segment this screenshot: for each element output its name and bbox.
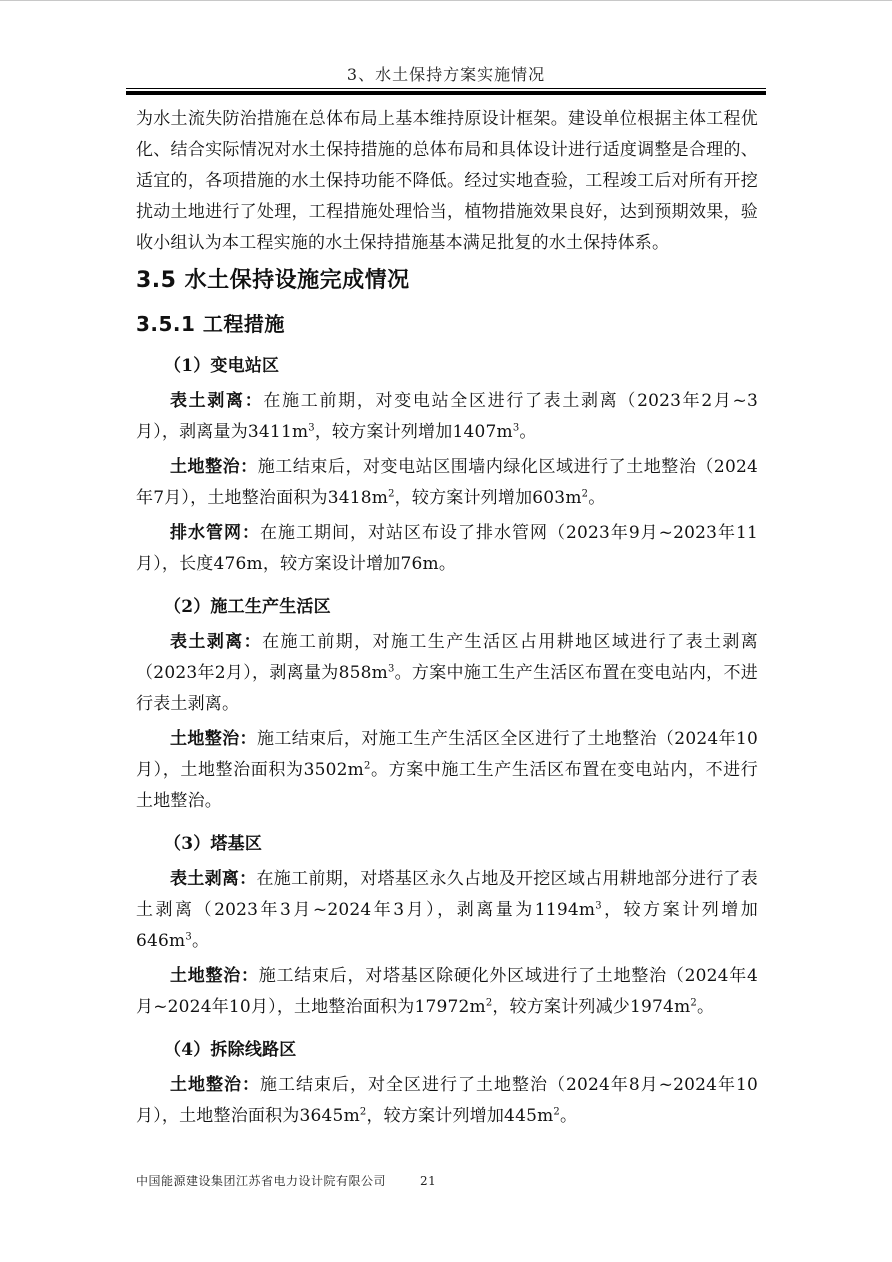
- paragraph-text: ，较方案计列增加646m: [136, 900, 758, 951]
- paragraph-text: 施工结束后，对变电站区围墙内绿化区域进行了土地整治（2024年7月），土地整治面积为3418m: [136, 457, 758, 508]
- unit-superscript: 3: [595, 900, 602, 912]
- paragraph-drainage-network-substation: [136, 518, 758, 580]
- paragraph-land-rehabilitation-camp: [136, 724, 758, 817]
- footer-company: 中国能源建设集团江苏省电力设计院有限公司: [136, 1174, 387, 1188]
- area-heading-substation: （1）变电站区: [164, 356, 280, 376]
- unit-superscript: 2: [388, 488, 395, 500]
- header-rule-thick: [126, 91, 766, 95]
- page-number: 21: [420, 1174, 437, 1188]
- unit-superscript: 2: [690, 997, 697, 1009]
- running-header: 3、水土保持方案实施情况: [346, 65, 546, 84]
- measure-label: 表土剥离：: [170, 869, 257, 889]
- unit-superscript: 3: [308, 422, 315, 434]
- paragraph-text: 。: [191, 931, 210, 951]
- area-heading-tower-base: （3）塔基区: [164, 834, 263, 854]
- page-top-border: [0, 0, 892, 1]
- subsection-heading: 3.5.1 工程措施: [136, 312, 285, 336]
- unit-superscript: 2: [581, 488, 589, 500]
- paragraph-land-rehabilitation-line: [136, 1070, 758, 1132]
- paragraph-topsoil-stripping-camp: [136, 627, 758, 720]
- paragraph-text: ，较方案计列增加1407m: [314, 422, 513, 442]
- unit-superscript: 3: [185, 931, 192, 943]
- paragraph-text: ，较方案计列增加603m: [394, 488, 582, 508]
- paragraph-text: 。: [519, 422, 537, 442]
- measure-label: 表土剥离：: [170, 632, 263, 652]
- paragraph-text: 在施工前期，对施工生产生活区占用耕地区域进行了表土剥离（2023年2月），剥离量为858m: [136, 632, 759, 683]
- paragraph-text: 。方案中施工生产生活区布置在变电站内，不进行土地整治。: [136, 760, 758, 811]
- paragraph-text: 。: [696, 997, 715, 1017]
- page-footer: [136, 1172, 436, 1189]
- measure-label: 土地整治：: [170, 729, 257, 749]
- paragraph-text: 在施工前期，对塔基区永久占地及开挖区域占用耕地部分进行了表土剥离（2023年3月~2024年3月），剥离量为1194m: [136, 869, 758, 920]
- page-body: [136, 104, 758, 1132]
- unit-superscript: 2: [359, 1106, 367, 1118]
- section-heading: 3.5 水土保持设施完成情况: [136, 268, 410, 293]
- paragraph-text: 施工结束后，对全区进行了土地整治（2024年8月~2024年10月），土地整治面积为3645m: [136, 1075, 758, 1126]
- measure-label: 土地整治：: [170, 1075, 260, 1095]
- header-rule-thin: [126, 88, 766, 89]
- paragraph-text: 在施工前期，对变电站全区进行了表土剥离（2023年2月~3月），剥离量为3411m: [136, 391, 758, 442]
- intro-paragraph: 为水土流失防治措施在总体布局上基本维持原设计框架。建设单位根据主体工程优化、结合实际情况对水土保持措施的总体布局和具体设计进行适度调整是合理的、适宜的，各项措施的水土保持功能不降低。经过实地查验，工程竣工后对所有开挖扰动土地进行了处理，工程措施处理恰当，植物措施效果良好，达到预期效果，验收小组认为本工程实施的水土保持措施基本满足批复的水土保持体系。: [136, 109, 758, 253]
- unit-superscript: 2: [553, 1106, 560, 1118]
- measure-label: 土地整治：: [170, 457, 258, 477]
- paragraph-land-rehabilitation-tower: [136, 961, 758, 1023]
- unit-superscript: 3: [512, 422, 520, 434]
- paragraph-text: 在施工期间，对站区布设了排水管网（2023年9月~2023年11月），长度476m，较方案设计增加76m。: [136, 523, 758, 574]
- measure-label: 排水管网：: [170, 523, 260, 543]
- paragraph-text: 。: [559, 1106, 578, 1126]
- paragraph-text: 。方案中施工生产生活区布置在变电站内，不进行表土剥离。: [136, 663, 759, 714]
- unit-superscript: 2: [485, 997, 493, 1009]
- paragraph-topsoil-stripping-tower: [136, 864, 758, 957]
- paragraph-text: ，较方案计列增加445m: [366, 1106, 554, 1126]
- area-heading-construction-camp: （2）施工生产生活区: [164, 597, 331, 617]
- unit-superscript: 3: [387, 663, 395, 675]
- paragraph-text: 施工结束后，对塔基区除硬化外区域进行了土地整治（2024年4月~2024年10月），土地整治面积为17972m: [136, 966, 758, 1017]
- paragraph-land-rehabilitation-substation: [136, 452, 758, 514]
- paragraph-text: 施工结束后，对施工生产生活区全区进行了土地整治（2024年10月），土地整治面积为3502m: [136, 729, 758, 780]
- paragraph-text: 。: [588, 488, 606, 508]
- area-heading-demolished-line: （4）拆除线路区: [164, 1040, 297, 1060]
- paragraph-topsoil-stripping-substation: [136, 386, 758, 448]
- paragraph-text: ，较方案计列减少1974m: [492, 997, 691, 1017]
- measure-label: 土地整治：: [170, 966, 259, 986]
- unit-superscript: 2: [364, 760, 371, 772]
- measure-label: 表土剥离：: [170, 391, 264, 411]
